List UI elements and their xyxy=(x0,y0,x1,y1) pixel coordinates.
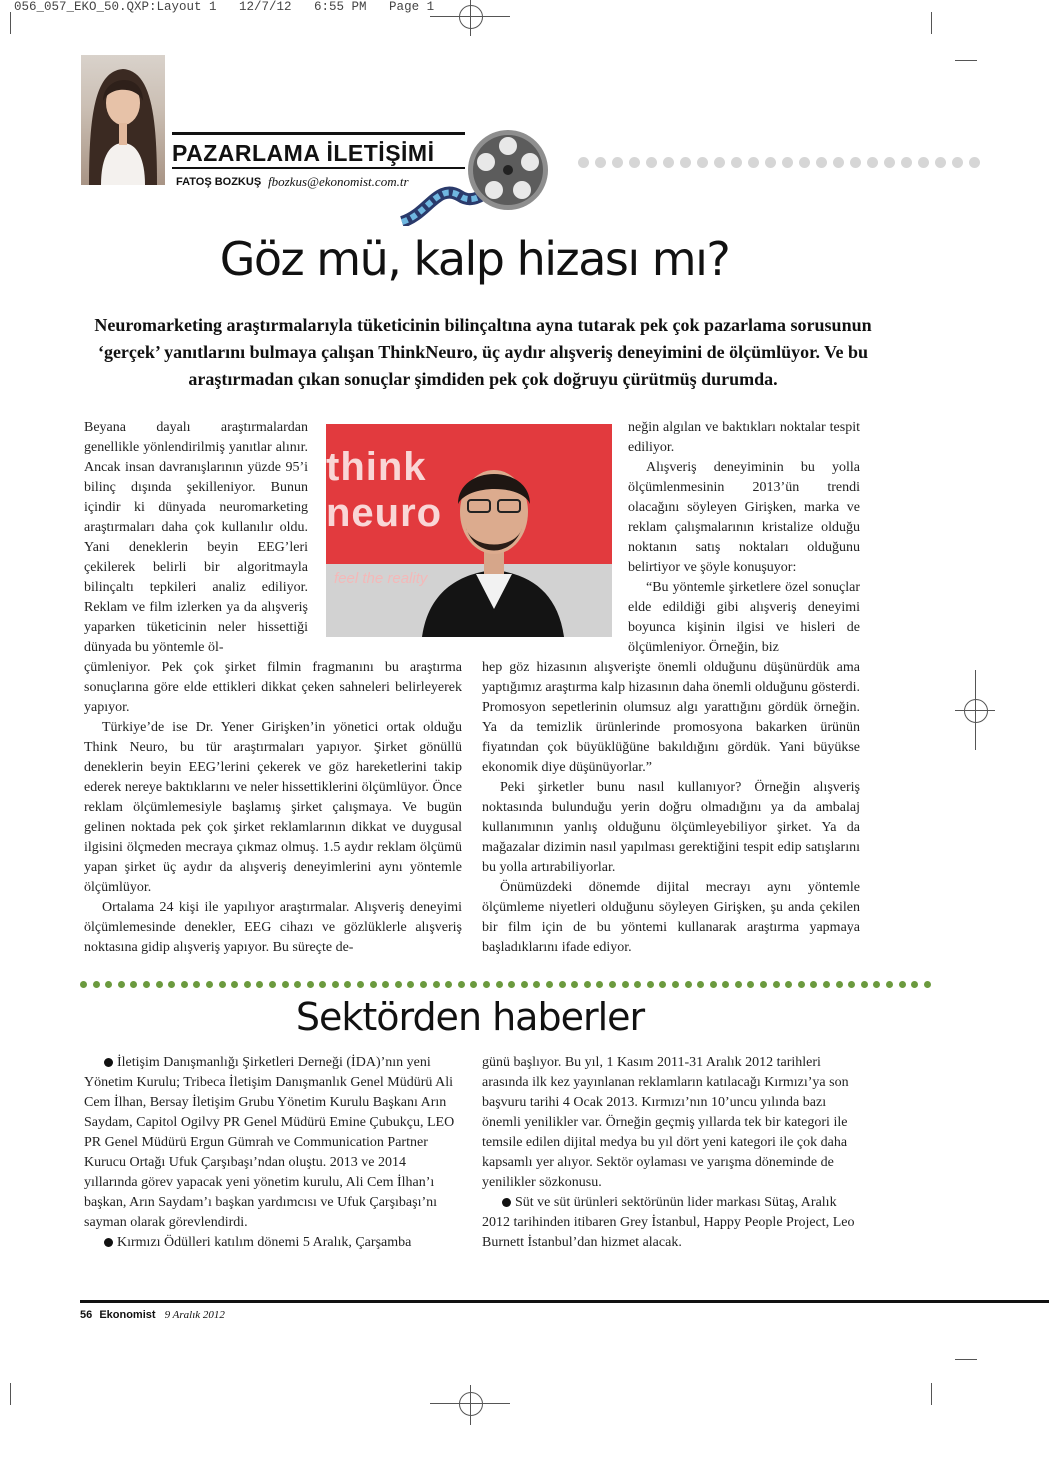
section-dot-divider xyxy=(80,981,931,988)
article-column-1 xyxy=(84,658,462,958)
news-column-right xyxy=(482,1053,860,1253)
printer-slug: 056_057_EKO_50.QXP:Layout 1 12/7/12 6:55 PM Page 1 xyxy=(14,0,435,14)
crop-mark xyxy=(931,1383,932,1405)
page-footer xyxy=(80,1309,225,1321)
article-paragraph: hep göz hizasının alışverişte önemli olduğunu düşünürdük ama yaptığımız araştırma kalp hizasının daha önemli olduğunu gösterdi. Promosyon sepetlerinin olumsuz algı yarattığını gördük örneğin. Ya da temizlik ürünlerinde promosyona bakarken ürünün fiyatından çok büyüklüğüne bakıldığını gördük. Yani büyükse ekonomik diye düşünüyorlar.” xyxy=(482,660,860,775)
page-number: 56 xyxy=(80,1309,93,1321)
article-lead: Neuromarketing araştırmalarıyla tüketicinin bilinçaltına ayna tutarak pek çok pazarlama sorusunun ‘gerçek’ yanıtlarını bulmaya çalışan ThinkNeuro, üç aydır alışveriş deneyimini de ölçümlüyor. Ve bu araştırmadan çıkan sonuçlar şimdiden pek çok doğruyu çürütmüş durumda. xyxy=(94,315,872,389)
article-column-1-narrow xyxy=(84,418,308,658)
article-paragraph: Önümüzdeki dönemde dijital mecrayı aynı yöntemle ölçümleme niyetleri olduğunu söyleyen Girişken, şu anda çekilen bir film için de bu yöntemi kullanarak araştırma yapmaya başladıklarını ifade ediyor. xyxy=(482,880,860,955)
news-item: günü başlıyor. Bu yıl, 1 Kasım 2011-31 Aralık 2012 tarihleri arasında ilk kez yayınlanan reklamların katılacağı Kırmızı’ya son başvuru tarihi 4 Ocak 2013. Kırmızı’nın 10’uncu yılında bazı önemli yenilikler var. Örneğin geçmiş yıllarda tek bir kategori ile temsile edilen dijital medya bu yıl dört yeni kategori ile çok daha kapsamlı yer alıyor. Sektör oylaması ve yarışma döneminde de yenilikler sözkonusu. xyxy=(482,1055,849,1190)
footer-rule xyxy=(80,1300,1049,1303)
author-photo xyxy=(81,55,165,185)
news-column-left xyxy=(84,1053,462,1253)
article-column-2 xyxy=(482,658,860,958)
news-section-title: Sektörden haberler xyxy=(295,995,645,1039)
article-paragraph: Alışveriş deneyiminin bu yolla ölçümlenmesinin 2013’ün trendi olacağını söyleyen Girişken, marka ve reklam çalışmalarının kristalize olduğu noktanın satış noktaları olduğunu belirtiyor ve şöyle konuşuyor: xyxy=(628,460,860,575)
bullet-icon xyxy=(104,1058,113,1067)
crop-mark xyxy=(10,1383,11,1405)
registration-mark xyxy=(459,1392,483,1416)
article-paragraph: Türkiye’de ise Dr. Yener Girişken’in yönetici ortak olduğu Think Neuro, bu tür araştırmaları yapıyor. Şirket gönüllü deneklerin beyin EEG’lerini çekerek ve göz hareketlerini takip ederek nereye baktıklarını ve neler hissettiklerini ölçümlüyor. Önce reklam ölçümlemesiyle başlamış şirket çalışmaya. Ve bugün gelinen noktada pek çok şirket reklamlarının dikkat ve duygusal ilgisini ölçmeden mecraya çıkmaz olmuş. 1.5 aydır reklam ölçümü yapan şirket üç aydır da alışveriş deneyimlerini aynı yöntemle ölçümlüyor. xyxy=(84,720,462,895)
crop-mark xyxy=(955,1359,977,1360)
bullet-icon xyxy=(104,1238,113,1247)
author-name: FATOŞ BOZKUŞ xyxy=(176,176,262,188)
news-item: Kırmızı Ödülleri katılım dönemi 5 Aralık, Çarşamba xyxy=(84,1233,462,1253)
column-title: PAZARLAMA İLETİŞİMİ xyxy=(172,140,435,166)
photo-sign-text: think neuro xyxy=(326,445,443,535)
article-paragraph: Beyana dayalı araştırmalardan genellikle yönlendirilmiş yanıtlar alınır. Ancak insan davranışlarının yüzde 95’i bilinç dışında şekilleniyor. Bunun içindir ki dünyada neuromarketing araştırmaları daha çok kullanılır oldu. Yani deneklerin beyin EEG’leri çekilerek belirli bir algoritmayla bilinçaltı tepkileri analiz ediliyor. Reklam ve film izlerken ya da alışveriş yaparken tüketicinin neler hissettiği dünyada bu yöntemle öl- xyxy=(84,420,308,655)
article-paragraph: Ortalama 24 kişi ile yapılıyor araştırmalar. Alışveriş deneyimi ölçümlemesinde denekler, EEG cihazı ve gözlüklerle alışveriş noktasına gidip alışveriş yapıyor. Bu süreçte de- xyxy=(84,900,462,955)
article-paragraph: “Bu yöntemle şirketlere özel sonuçlar elde edildiği gibi alışveriş deneyimi boyunca kişinin ilgisi ve hisleri de ölçümleniyor. Örneğin, biz xyxy=(628,580,860,655)
crop-mark xyxy=(10,12,11,34)
article-paragraph: Peki şirketler bunu nasıl kullanıyor? Örneğin alışveriş noktasında bulunduğu yerin doğru olmadığını ya da ambalaj kullanımının yanlış olduğunu ölçümleyebiliyor şirket. Ya da mağazalar dizimin nasıl yapılması gerektiğini tespit edip satışlarını bu yolla artırabiliyorlar. xyxy=(482,780,860,875)
issue-date: 9 Aralık 2012 xyxy=(164,1309,225,1321)
photo-sign-subtext: feel the reality xyxy=(334,570,428,587)
registration-line xyxy=(470,1385,471,1425)
registration-mark xyxy=(459,5,483,29)
crop-mark xyxy=(931,12,932,34)
article-paragraph: çümleniyor. Pek çok şirket filmin fragmanını bu araştırma sonuçlarına göre elde ettikleri dikkat çeken sahneleri belirleyerek yapıyor. xyxy=(84,660,462,715)
article-paragraph: neğin algılan ve baktıkları noktalar tespit ediliyor. xyxy=(628,420,860,455)
registration-line xyxy=(470,0,471,36)
article-headline: Göz mü, kalp hizası mı? xyxy=(219,232,730,286)
film-reel-icon xyxy=(398,122,548,226)
article-photo xyxy=(326,424,612,637)
magazine-name: Ekonomist xyxy=(99,1309,156,1321)
registration-line xyxy=(975,670,976,750)
news-item: İletişim Danışmanlığı Şirketleri Derneği (İDA)’nın yeni Yönetim Kurulu; Tribeca İletişim Danışmanlık Genel Müdürü Ali Cem İlhan, Bersay İletişim Grubu Yönetim Kurulu Başkanı Arın Saydam, Capitol Ogilvy PR Genel Müdürü Emine Çubukçu, LEO PR Genel Müdürü Ergun Gümrah ve Communication Partner Kurucu Ortağı Ufuk Çarşıbaşı’ndan oluştu. 2013 ve 2014 yıllarında görev yapacak yeni yönetim kurulu, Ali Cem İlhan’ı başkan, Arın Saydam’ı başkan yardımcısı ve Ufuk Çarşıbaşı’nı sayman olarak görevlendirdi. xyxy=(84,1055,455,1230)
bullet-icon xyxy=(502,1198,511,1207)
crop-mark xyxy=(955,60,977,61)
article-column-2-narrow xyxy=(628,418,860,658)
registration-mark xyxy=(964,699,988,723)
news-item: Süt ve süt ürünleri sektörünün lider markası Sütaş, Aralık 2012 tarihinden itibaren Grey İstanbul, Happy People Project, Leo Burnett İstanbul’dan hizmet alacak. xyxy=(482,1195,855,1250)
header-dot-divider xyxy=(578,157,980,168)
author-email: fbozkus@ekonomist.com.tr xyxy=(268,174,409,189)
